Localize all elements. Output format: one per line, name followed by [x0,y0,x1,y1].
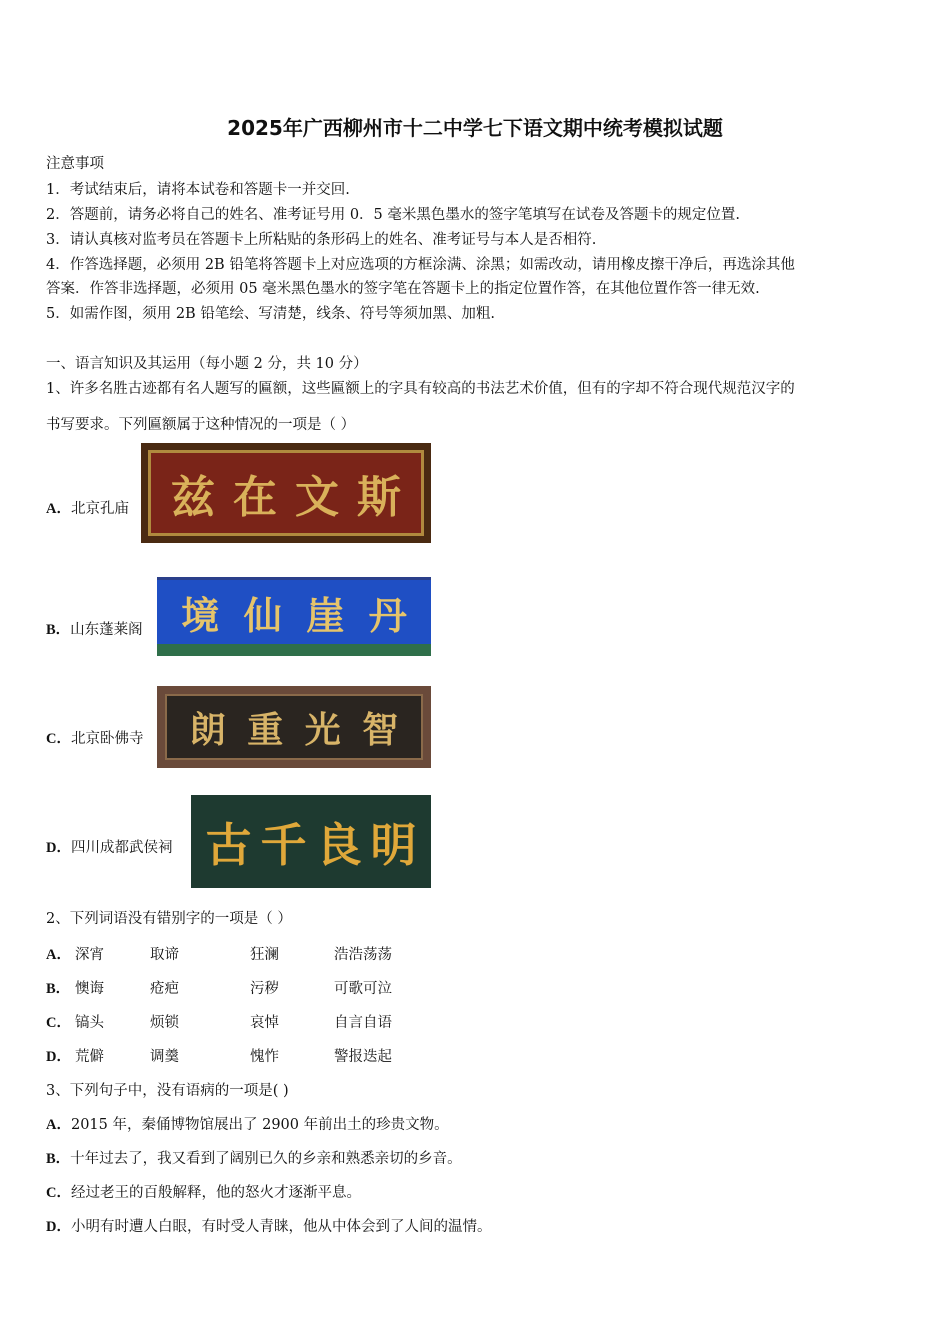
word: 自言自语 [334,1015,392,1031]
option-text: 经过老王的百般解释，他的怒火才逐渐平息。 [70,1185,361,1201]
word: 哀悼 [250,1015,279,1031]
word: 警报迭起 [334,1049,392,1065]
option-text: 四川成都武侯祠 [70,840,173,856]
option-label: A． [46,501,71,517]
plaque-char: 光 [304,708,341,751]
word: 烦锁 [150,1015,179,1031]
plaque-a [141,443,431,543]
q3-option-d [46,1215,491,1236]
plaque-char: 千 [260,817,307,872]
option-text: 山东蓬莱阁 [70,622,143,638]
plaque-char: 丹 [368,592,407,638]
q3-stem: 3、下列句子中，没有语病的一项是( ) [46,1083,289,1099]
plaque-char: 境 [181,592,220,638]
option-text: 小明有时遭人白眼，有时受人青睐，他从中体会到了人间的温情。 [70,1219,492,1235]
q1-option-d [46,836,172,857]
word: 镐头 [75,1015,104,1031]
q3-option-c [46,1181,361,1202]
q1-option-c [46,727,143,748]
word: 狂澜 [250,947,279,963]
notice-3: 3．请认真核对监考员在答题卡上所粘贴的条形码上的姓名、准考证号与本人是否相符. [46,232,597,248]
plaque-char: 仙 [243,592,282,638]
q3-option-b [46,1147,462,1168]
word: 浩浩荡荡 [334,947,392,963]
option-text: 北京卧佛寺 [70,731,144,747]
option-label: C． [46,731,71,747]
option-label: D． [46,1049,71,1065]
option-label: C． [46,1015,71,1031]
option-label: B． [46,622,71,638]
option-label: B． [46,1151,71,1167]
notice-1: 1．考试结束后，请将本试卷和答题卡一并交回. [46,182,350,198]
plaque-char: 良 [315,817,362,872]
word: 荒僻 [75,1049,104,1065]
page-title: 2025年广西柳州市十二中学七下语文期中统考模拟试题 [227,116,723,140]
plaque-char: 崖 [306,592,345,638]
option-label: D． [46,1219,71,1235]
option-text: 十年过去了，我又看到了阔别已久的乡亲和熟悉亲切的乡音。 [70,1151,462,1167]
option-label: B． [46,981,71,997]
plaque-char: 重 [247,708,284,751]
option-label: A． [46,947,71,963]
word: 懊诲 [75,981,104,997]
plaque-c [157,686,431,768]
q3-option-a [46,1113,449,1134]
plaque-char: 明 [370,817,417,872]
q1-option-a [46,497,129,518]
word: 疮疤 [150,981,179,997]
option-text: 北京孔庙 [70,501,129,517]
option-text: 2015 年，秦俑博物馆展出了 2900 年前出土的珍贵文物。 [70,1117,449,1133]
word: 可歌可泣 [334,981,392,997]
notice-2: 2．答题前，请务必将自己的姓名、准考证号用 0．5 毫米黑色墨水的签字笔填写在试卷及答题卡的规定位置. [46,207,740,223]
q1-option-b [46,618,143,639]
option-label: A． [46,1117,71,1133]
word: 污秽 [250,981,279,997]
plaque-char: 古 [205,817,252,872]
plaque-char: 朗 [189,708,226,751]
plaque-d [191,795,431,888]
word: 愧怍 [250,1049,279,1065]
q2-stem: 2、下列词语没有错别字的一项是（ ） [46,911,292,927]
notice-4-cont: 答案．作答非选择题，必须用 05 毫米黑色墨水的签字笔在答题卡上的指定位置作答，在其他位置作答一律无效. [46,281,760,297]
notice-heading: 注意事项 [46,156,104,172]
plaque-char: 兹 [171,472,215,523]
q1-stem-line2: 书写要求。下列匾额属于这种情况的一项是（ ） [46,417,356,433]
word: 调羹 [150,1049,179,1065]
notice-4: 4．作答选择题，必须用 2B 铅笔将答题卡上对应选项的方框涂满、涂黑；如需改动，请用橡皮擦干净后，再选涂其他 [46,257,795,273]
word: 深宵 [75,947,104,963]
word: 取谛 [150,947,179,963]
option-label: D． [46,840,71,856]
option-label: C． [46,1185,71,1201]
plaque-b [157,577,431,656]
plaque-char: 在 [233,472,277,523]
plaque-char: 智 [362,708,399,751]
q1-stem-line1: 1、许多名胜古迹都有名人题写的匾额，这些匾额上的字具有较高的书法艺术价值，但有的字却不符合现代规范汉字的 [46,381,795,397]
section-heading: 一、语言知识及其运用（每小题 2 分，共 10 分） [46,356,368,372]
plaque-char: 斯 [357,472,401,523]
plaque-char: 文 [295,472,339,523]
notice-5: 5．如需作图，须用 2B 铅笔绘、写清楚，线条、符号等须加黑、加粗. [46,306,495,322]
